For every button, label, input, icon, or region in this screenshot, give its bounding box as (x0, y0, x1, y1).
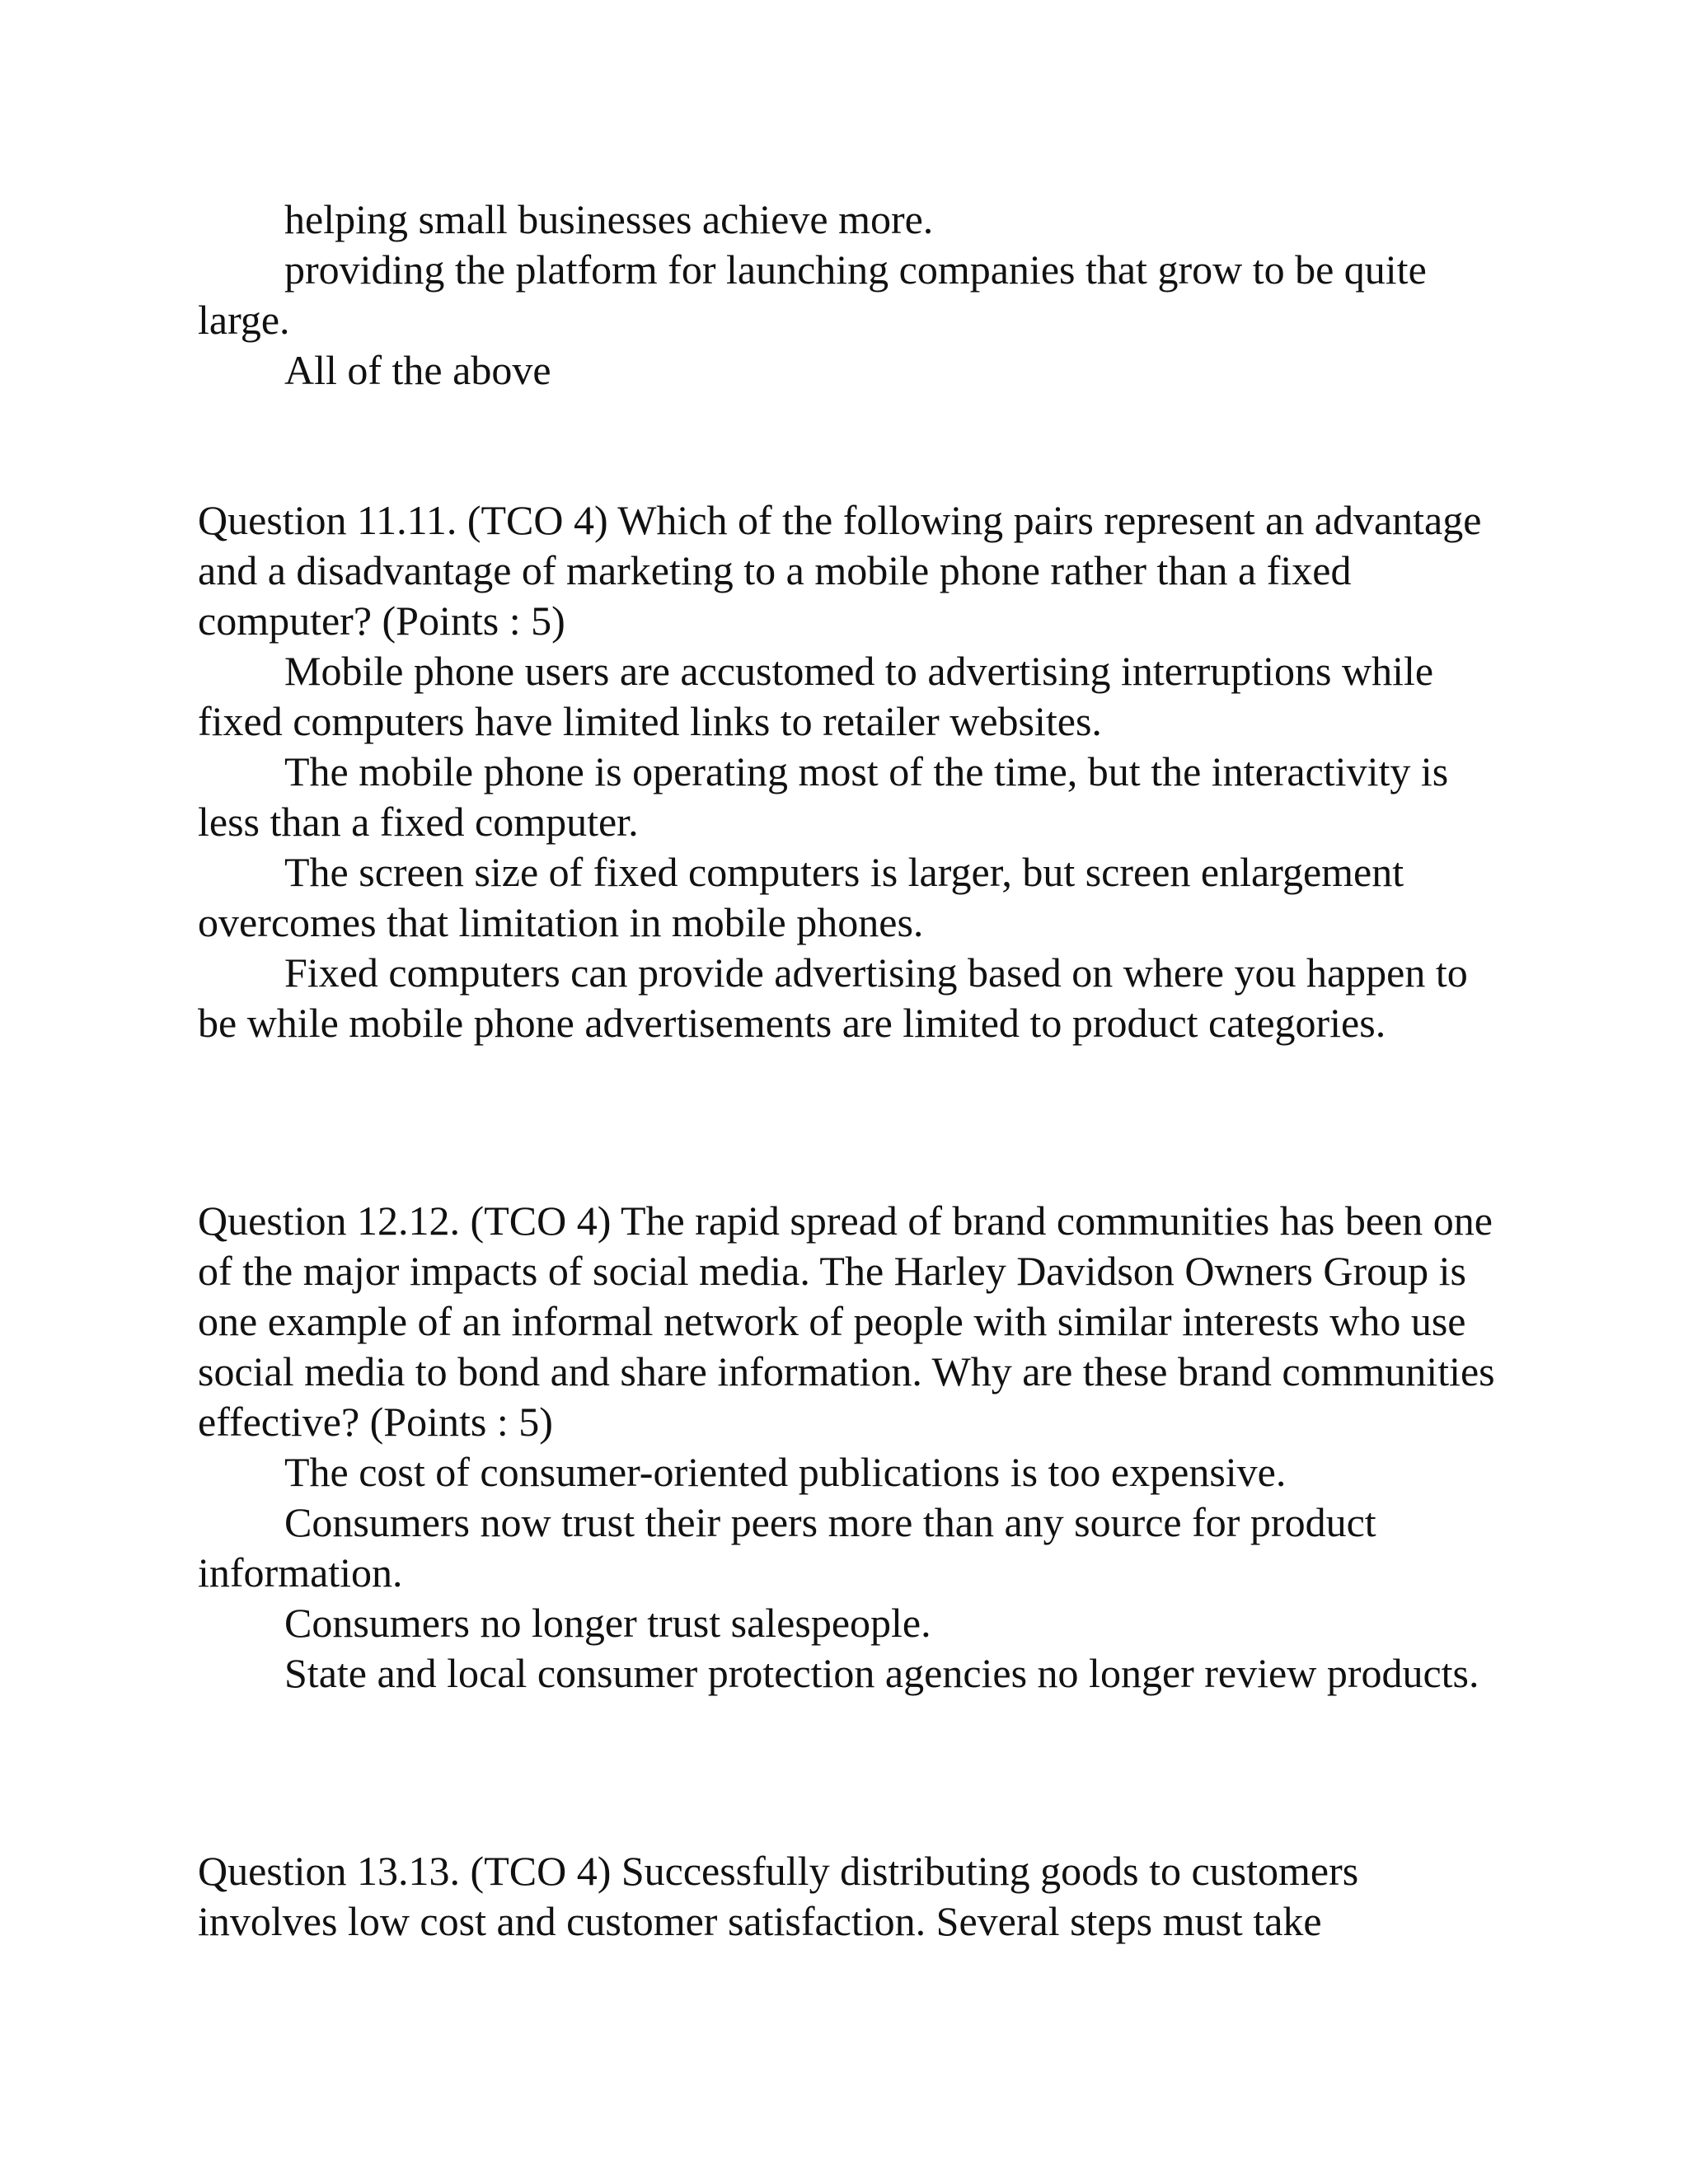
answer-option: All of the above (284, 347, 551, 393)
answer-option: The cost of consumer-oriented publications is too expensive. (284, 1449, 1287, 1495)
answer-option: Fixed computers can provide advertising based on where you happen to be while mobile phone advertisements are limited to product categories. (198, 949, 1468, 1046)
answer-option: helping small businesses achieve more. (284, 196, 934, 242)
question-13 (198, 1846, 1500, 1947)
question-stem: Question 12.12. (TCO 4) The rapid spread of brand communities has been one of the major impacts of social media. The Harley Davidson Owners Group is one example of an informal network of people with similar interests who use social media to bond and share information. Why are these brand communities effective? (Points : 5) (198, 1197, 1495, 1445)
question-stem: Question 13.13. (TCO 4) Successfully distributing goods to customers involves low cost and customer satisfaction. Several steps must take (198, 1848, 1359, 1944)
answer-option: providing the platform for launching companies that grow to be quite large. (198, 246, 1427, 343)
answer-option: The screen size of fixed computers is larger, but screen enlargement overcomes that limitation in mobile phones. (198, 849, 1404, 945)
answer-option: State and local consumer protection agencies no longer review products. (284, 1650, 1479, 1696)
question-12 (198, 1196, 1500, 1699)
answer-option: The mobile phone is operating most of the time, but the interactivity is less than a fixed computer. (198, 748, 1449, 845)
question-stem: Question 11.11. (TCO 4) Which of the following pairs represent an advantage and a disadvantage of marketing to a mobile phone rather than a fixed computer? (Points : 5) (198, 497, 1482, 644)
answer-option: Consumers now trust their peers more than any source for product information. (198, 1499, 1376, 1596)
answer-option: Mobile phone users are accustomed to advertising interruptions while fixed computers have limited links to retailer websites. (198, 648, 1434, 744)
answer-option: Consumers no longer trust salespeople. (284, 1600, 931, 1646)
continued-options (198, 194, 1500, 396)
question-11 (198, 495, 1500, 1048)
